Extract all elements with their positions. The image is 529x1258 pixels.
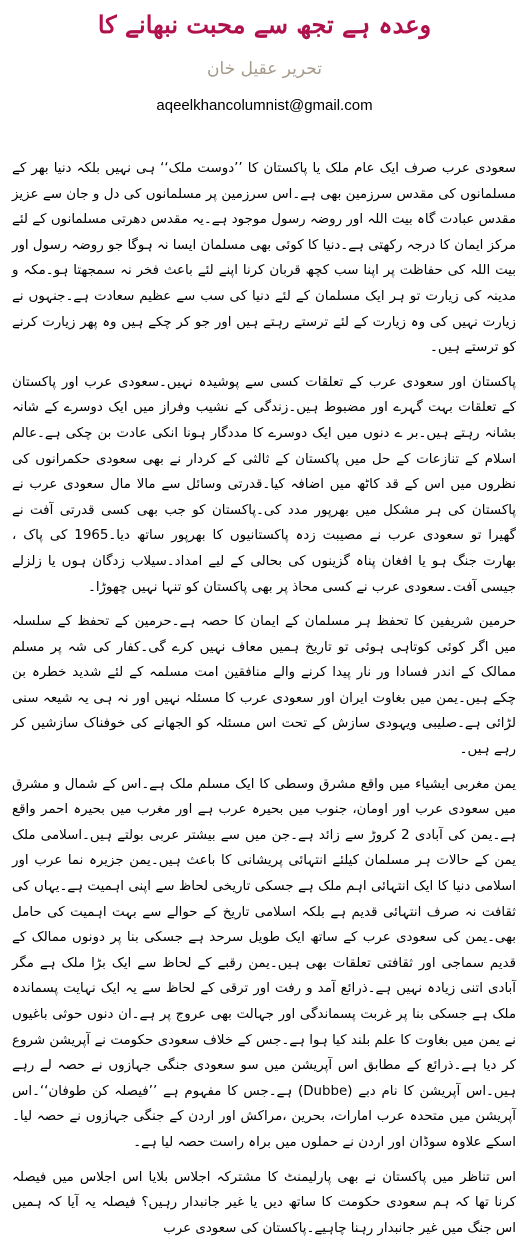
author-email: aqeelkhancolumnist@gmail.com bbox=[156, 97, 373, 114]
article-title: وعدہ ہے تجھ سے محبت نبھانے کا bbox=[97, 10, 432, 39]
paragraph-5: اس تناظر میں پاکستان نے بھی پارلیمنٹ کا مشترکہ اجلاس بلایا اس اجلاس میں فیصلہ کرنا تھا کہ ہم سعودی حکومت کا ساتھ دیں یا غیر جانبدار رہیں؟ فیصلہ یہ آیا کہ ہمیں اس جنگ میں غیر جانبدار رہنا چاہیے۔پاکستان کی سعودی عرب bbox=[12, 1169, 516, 1236]
article-body bbox=[12, 156, 516, 1250]
paragraph-1: سعودی عرب صرف ایک عام ملک یا پاکستان کا ’’دوست ملک‘‘ ہی نہیں بلکہ دنیا بھر کے مسلمانوں کی مقدس سرزمین بھی ہے۔اس سرزمین پر مسلمانوں کی دل و جان سے عزیز مقدس عبادت گاہ بیت اللہ اور روضہ رسول موجود ہے۔یہ مقدس دھرتی مسلمانوں کے لئے مرکز ایمان کا درجہ رکھتی ہے۔دنیا کا کوئی بھی مسلمان ایسا نہ ہوگا جو روضہ رسول اور بیت اللہ کی حفاظت پر اپنا سب کچھ قربان کرنا اپنے لئے باعث فخر نہ سمجھتا ہو۔مکہ و مدینہ کی زیارت تو ہر ایک مسلمان کے لئے دنیا کی سب سے عظیم سعادت ہے۔جنہوں نے زیارت نہیں کی وہ زیارت کے لئے ترستے رہتے ہیں اور جو کر چکے ہیں وہ پھر زیارت کرنے کو ترستے ہیں۔ bbox=[12, 161, 516, 356]
paragraph-4: یمن مغربی ایشیاء میں واقع مشرق وسطی کا ایک مسلم ملک ہے۔اس کے شمال و مشرق میں سعودی عرب اور اومان، جنوب میں بحیرہ عرب ہے اور مغرب میں بحیرہ احمر واقع ہے۔یمن کی آبادی 2 کروڑ سے زائد ہے۔جن میں سے بیشتر عربی بولتے ہیں۔اسلامی ملک یمن کے حالات ہر مسلمان کیلئے انتہائی پریشانی کا باعث ہیں۔یمن جزیرہ نما عرب اور اسلامی دنیا کا ایک انتہائی اہم ملک ہے جسکی تاریخی لحاظ سے اپنی اہمیت ہے۔یہاں کی ثقافت نہ صرف انتہائی قدیم ہے بلکہ اسلامی تاریخ کے حوالے سے بہت اہمیت کی حامل بھی۔یمن کی سعودی عرب کے ساتھ ایک طویل سرحد ہے جسکی بنا پر دونوں ممالک کے قدیم سماجی اور ثقافتی تعلقات بھی ہیں۔یمن رقبے کے لحاظ سے ایک بڑا ملک ہے مگر آبادی اتنی زیادہ نہیں ہے۔ذرائع آمد و رفت اور ترقی کے لحاظ سے یہ ایک نہایت پسماندہ ملک ہے جسکی بنا پر غربت پسماندگی اور جہالت بھی عروج پر ہے۔ان دنوں حوثی باغیوں نے یمن میں بغاوت کا علم بلند کیا ہوا ہے۔جس کے خلاف سعودی حکومت نے آپریشن شروع کر دیا ہے۔ذرائع کے مطابق اس آپریشن میں سو سعودی جنگی جہازوں نے حصہ لے رہے ہیں۔اس آپریشن کا نام دبے (Dubbe) ہے۔جس کا مفہوم ہے ’’فیصلہ کن طوفان‘‘۔اس آپریشن میں متحدہ عرب امارات، بحرین ،مراکش اور اردن کے جنگی جہازوں نے حصہ لیا۔اسکے علاوہ سوڈان اور اردن نے حملوں میں براہ راست حصہ لیا ہے۔ bbox=[12, 776, 517, 1150]
paragraph-2: پاکستان اور سعودی عرب کے تعلقات کسی سے پوشیدہ نہیں۔سعودی عرب اور پاکستان کے تعلقات بہت گہرے اور مضبوط ہیں۔زندگی کے نشیب وفراز میں ایک دوسرے کے شانہ بشانہ رہتے ہیں۔بر ے دنوں میں ایک دوسرے کا مددگار ہونا انکی عادت بن چکی ہے۔عالم اسلام کے تنازعات کے حل میں پاکستان کے ثالثی کے کردار نے بھی سعودی حکمرانوں کی نظروں میں اس کے قد کاٹھ میں اضافہ کیا۔قدرتی وسائل سے مالا مال سعودی عرب نے پاکستان کی ہر مشکل میں بھرپور مدد کی۔پاکستان کو جب بھی کسی قدرتی آفت نے گھیرا تو سعودی عرب نے مصیبت زدہ پاکستانیوں کا بھرپور ساتھ دیا۔1965 کی پاک ، بھارت جنگ ہو یا افغان پناہ گزینوں کی بحالی کے لیے امداد۔سیلاب زدگان ہوں یا زلزلے جیسی آفت۔سعودی عرب نے کسی محاذ پر بھی پاکستان کو تنہا نہیں چھوڑا۔ bbox=[12, 374, 517, 595]
author-byline: تحریر عقیل خان bbox=[207, 59, 322, 79]
paragraph-3: حرمین شریفین کا تحفظ ہر مسلمان کے ایمان کا حصہ ہے۔حرمین کے تحفظ کے سلسلہ میں اگر کوئی کوتاہی ہوئی تو تاریخ ہمیں معاف نہیں کرے گی۔کفار کی شہ پر مسلم ممالک کے اندر فسادا ور نار پیدا کرنے والے منافقین امت مسلمہ کے لئے شدید خطرہ بن چکے ہیں۔یمن میں بغاوت ایران اور سعودی عرب کا مسئلہ نہیں اور نہ ہی یہ شیعہ سنی لڑائی ہے۔صلیبی ویہودی سازش کے تحت اس مسئلہ کو الجھانے کی خوفناک سازشیں کر رہے ہیں۔ bbox=[12, 614, 516, 758]
